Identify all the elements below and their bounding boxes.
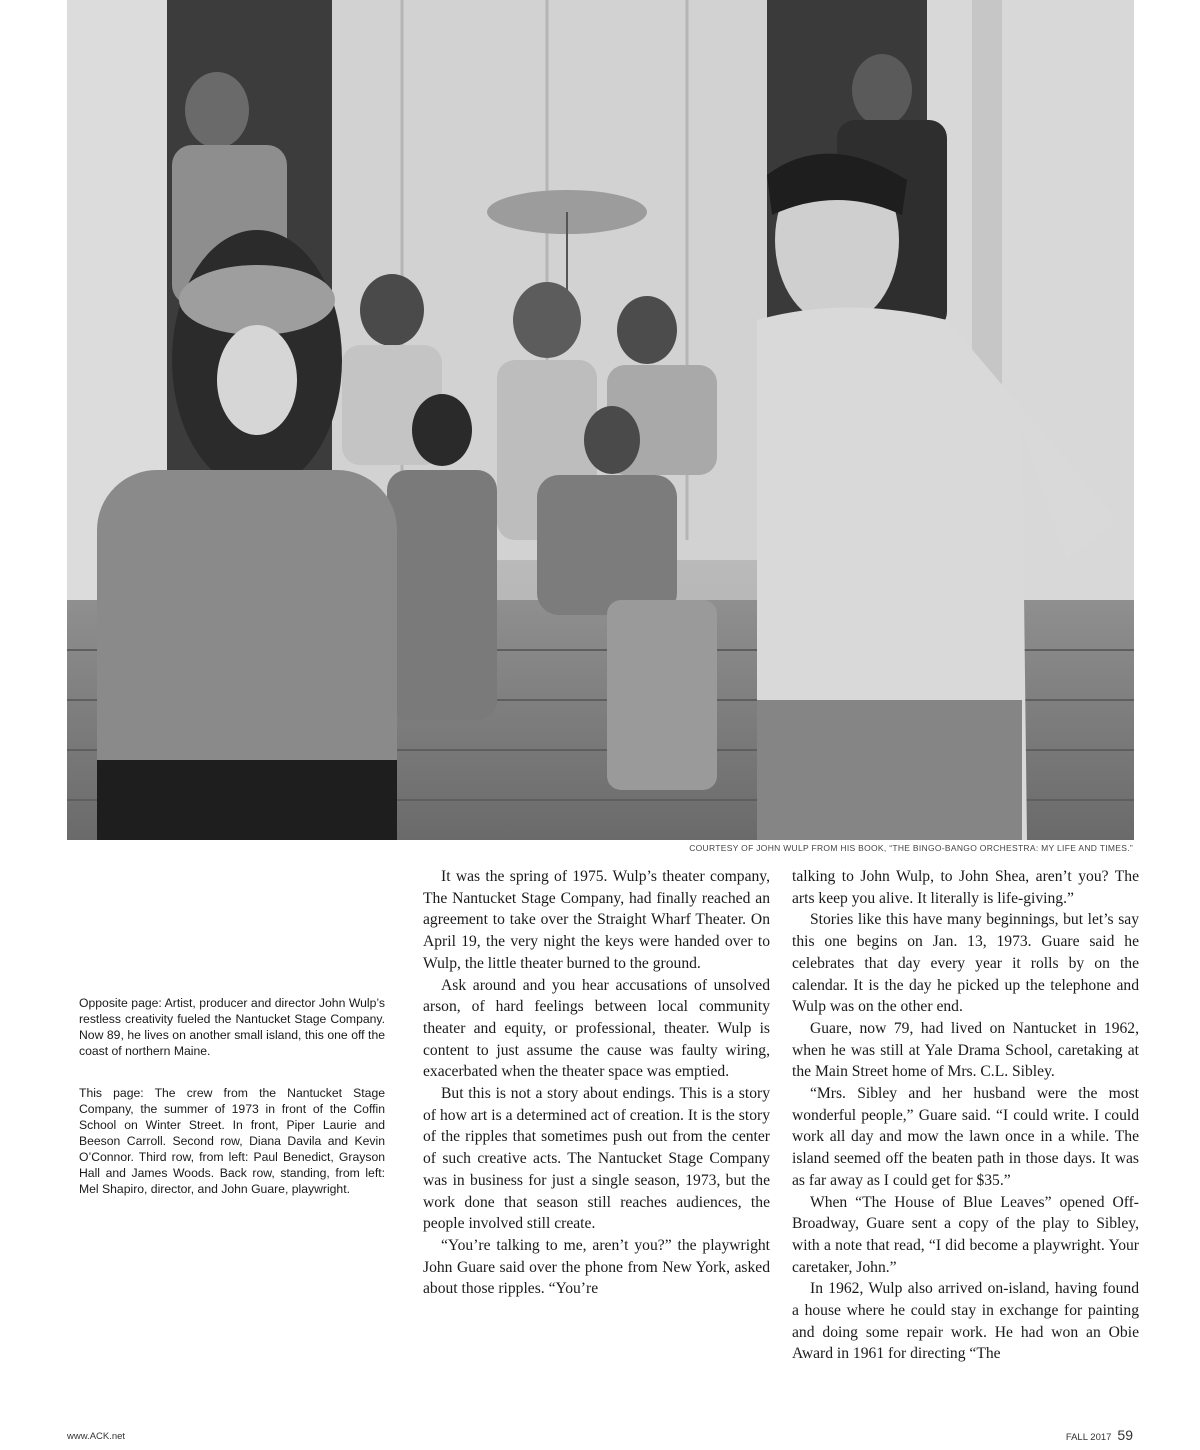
caption-opposite-page: Opposite page: Artist, producer and director John Wulp’s restless creativity fueled the Nantucket Stage Company. Now 89, he lives on another small island, this one off the coast of northern Maine. bbox=[79, 996, 385, 1058]
footer-issue: FALL 2017 bbox=[1065, 1432, 1112, 1443]
paragraph: It was the spring of 1975. Wulp’s theater company, The Nantucket Stage Company, had finally reached an agreement to take over the Straight Wharf Theater. On April 19, the very night the keys were handed over to Wulp, the little theater burned to the ground. bbox=[423, 868, 770, 972]
paragraph: Ask around and you hear accusations of unsolved arson, of hard feelings between local community theater and equity, or professional, theater. Wulp is content to just assume the cause was faulty wiring, exacerbated when the theater space was emptied. bbox=[423, 976, 770, 1081]
paragraph: But this is not a story about endings. This is a story of how art is a determined act of creation. It is the story of the ripples that sometimes push out from the center of such creative acts. The Nantucket Stage Company was in business for just a single season, 1973, but the work done that season still reaches audiences, the people involved still create. bbox=[423, 1085, 770, 1233]
footer-website: www.ACK.net bbox=[67, 1431, 126, 1442]
paragraph: Guare, now 79, had lived on Nantucket in 1962, when he was still at Yale Drama School, caretaking at the Main Street home of Mrs. C.L. Sibley. bbox=[792, 1019, 1139, 1081]
group-photo bbox=[67, 0, 1134, 840]
group-photo-illustration bbox=[67, 0, 1134, 840]
paragraph: “You’re talking to me, aren’t you?” the playwright John Guare said over the phone from New York, asked about those ripples. “You’re bbox=[423, 1236, 770, 1298]
article-column-2 bbox=[792, 866, 1139, 1365]
paragraph: When “The House of Blue Leaves” opened Off-Broadway, Guare sent a copy of the play to Sibley, with a note that read, “I did become a playwright. Your caretaker, John.” bbox=[792, 1193, 1139, 1276]
caption-this-page: This page: The crew from the Nantucket Stage Company, the summer of 1973 in front of the Coffin School on Winter Street. In front, Piper Laurie and Beeson Carroll. Second row, Diana Davila and Kevin O’Connor. Third row, from left: Paul Benedict, Grayson Hall and James Woods. Back row, standing, from left: Mel Shapiro, director, and John Guare, playwright. bbox=[79, 1086, 385, 1196]
paragraph: In 1962, Wulp also arrived on-island, having found a house where he could stay in exchange for painting and doing some repair work. He had won an Obie Award in 1961 for directing “The bbox=[792, 1280, 1139, 1363]
footer-folio bbox=[1066, 1427, 1133, 1445]
paragraph: “Mrs. Sibley and her husband were the most wonderful people,” Guare said. “I could write. I could work all day and mow the lawn once in a while. The island seemed off the beaten path in those days. It was as far away as I could get for $35.” bbox=[792, 1085, 1139, 1189]
page-number: 59 bbox=[1117, 1427, 1133, 1443]
paragraph: Stories like this have many beginnings, but let’s say this one begins on Jan. 13, 1973. Guare said he celebrates that day every year it rolls by on the calendar. It is the day he picked up the telephone and Wulp was on the other end. bbox=[792, 911, 1139, 1016]
photo-credit: COURTESY OF JOHN WULP FROM HIS BOOK, “THE BINGO-BANGO ORCHESTRA: MY LIFE AND TIMES.” bbox=[689, 843, 1133, 853]
paragraph: talking to John Wulp, to John Shea, aren’t you? The arts keep you alive. It literally is life-giving.” bbox=[792, 868, 1139, 907]
article-column-1 bbox=[423, 866, 770, 1300]
